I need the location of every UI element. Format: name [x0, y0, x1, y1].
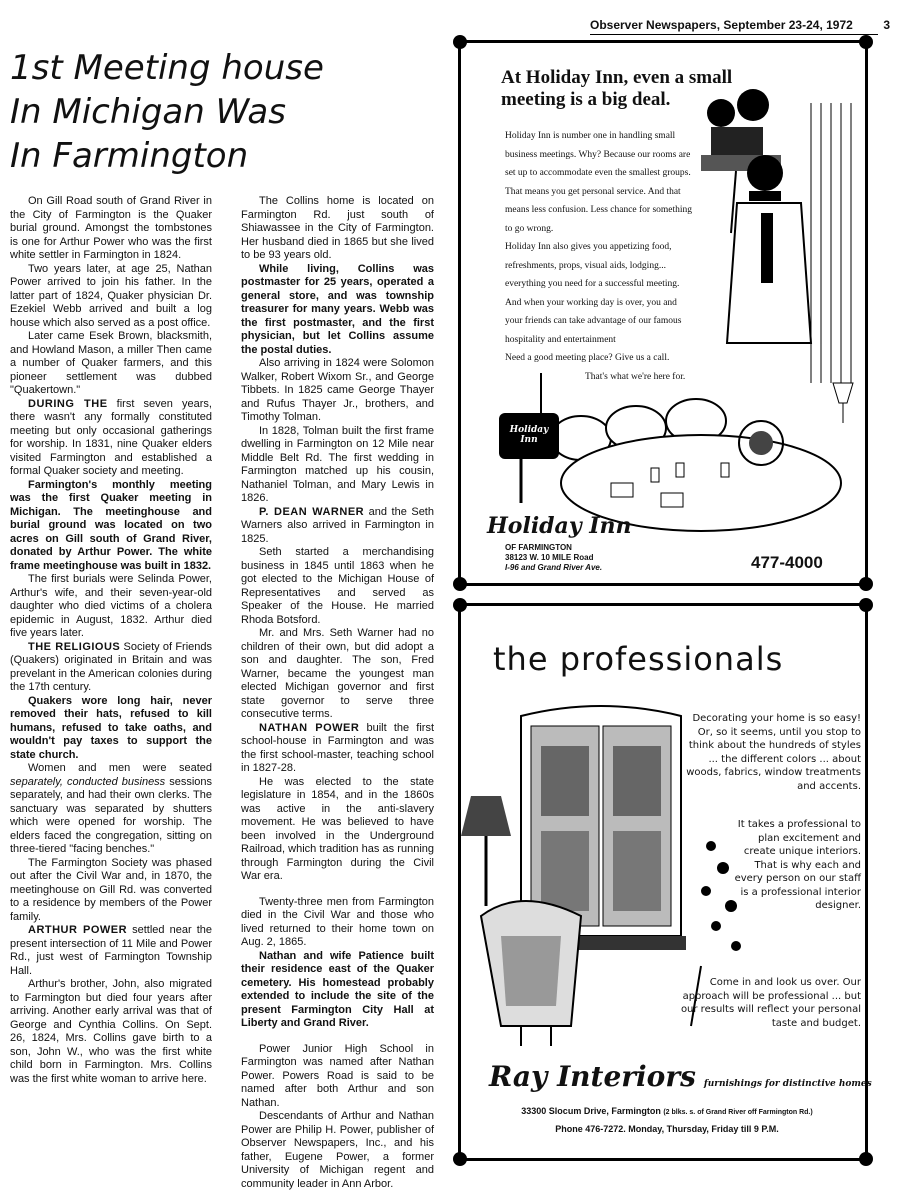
- paragraph: [10, 641, 212, 695]
- ad-address: [497, 1103, 837, 1137]
- ray-interiors-ad: [458, 603, 872, 1161]
- ad-address-line: [497, 1103, 837, 1121]
- paragraph-text: Women and men were seated: [28, 762, 212, 774]
- ad-directions: I-96 and Grand River Ave.: [505, 563, 603, 572]
- ad-paragraph: That's what we're here for.: [585, 371, 686, 382]
- ad-location: OF FARMINGTON: [505, 543, 572, 552]
- paragraph: Power Junior High School in Farmington was named after Nathan Power. Powers Road is said to be named after both Arthur and son Nathan.: [241, 1042, 434, 1109]
- paragraph-text: first seven years, there wasn't any formally constituted meeting but only occasional gatherings for worship. In 1831, nine Quaker elders visited Farmington and established a formal Quaker society and meeting.: [10, 397, 212, 477]
- ray-interiors-logo: [489, 1060, 872, 1093]
- paragraph: [10, 398, 212, 479]
- company-tagline: furnishings for distinctive homes: [703, 1079, 872, 1089]
- paragraph: [10, 695, 212, 763]
- paragraph-bold: Farmington's monthly meeting was the first Quaker meeting in Michigan. The meetinghouse and burial ground was located on two acres on Gill south of Grand River, donated by Arthur Power. The white frame meetinghouse was built in 1832.: [10, 478, 212, 572]
- page-number: 3: [883, 18, 890, 32]
- paragraph-text: settled near the present intersection of 11 Mile and Power Rd., just west of Farmington Township Hall.: [10, 924, 212, 977]
- paragraph: [241, 506, 434, 547]
- company-name: Ray Interiors: [489, 1060, 696, 1093]
- paragraph: Also arriving in 1824 were Solomon Walker, Robert Wixom Sr., and George Tibbets. In 1825 came George Thayer and Rufus Thayer Jr., brothers, and Timothy Tolman.: [241, 357, 434, 423]
- holiday-inn-ad: [458, 40, 868, 586]
- ad-paragraph: Holiday Inn is number one in handling small business meetings. Why? Because our rooms are set up to accommodate even the smallest groups. That means you get personal service. And that means less confusion. Less chance for something to go wrong.: [505, 131, 693, 234]
- paragraph: The Collins home is located on Farmington Rd. just south of Shiawassee in the City of Farmington. Her husband died in 1865 but she lived to be 93 years old.: [241, 195, 434, 261]
- paragraph: On Gill Road south of Grand River in the City of Farmington is the Quaker burial ground. Amongst the tombstones is one for Arthur Power who was the first white settler in Farmington in 1824.: [10, 195, 212, 261]
- paragraph-text: sessions separately, and had their own clerks. The sanctuary was separated by shutters which were opened for worship. The elders faced the congregation, sitting on three-tiered "facing benches.": [10, 775, 212, 855]
- paragraph: [10, 479, 212, 574]
- lead-in: THE RELIGIOUS: [28, 640, 121, 653]
- paragraph: He was elected to the state legislature in 1854, and in the 1860s was active in the anti-slavery movement. He was believed to have been involved in the Underground Railroad, which tradition has as running through Farmington during the Civil War era.: [241, 775, 434, 882]
- lead-in: DURING THE: [28, 397, 108, 410]
- paragraph-bold: Quakers wore long hair, never removed their hats, refused to kill humans, refused to take oaths, and wouldn't pay taxes to support the state church.: [10, 694, 212, 761]
- ad-copy-1: Decorating your home is so easy! Or, so it seems, until you stop to think about the hundreds of styles ... the different colors ... about woods, fabrics, window treatments and accents.: [686, 713, 861, 792]
- paper-date: Observer Newspapers, September 23-24, 1972: [590, 18, 853, 32]
- lead-in: P. DEAN WARNER: [259, 505, 365, 518]
- ad-street: 33300 Slocum Drive, Farmington: [521, 1106, 661, 1116]
- ad-phone: Phone 476-7272. Monday, Thursday, Friday till 9 P.M.: [555, 1124, 779, 1134]
- ad-copy-3: Come in and look us over. Our approach will be professional ... but our results will reflect your personal taste and budget.: [680, 977, 861, 1029]
- paragraph: Later came Esek Brown, blacksmith, and Howland Mason, a miller Then came a number of Quaker farmers, and this pioneer settlement was dubbed "Quakertown.": [10, 330, 212, 396]
- ad-title: the professionals: [493, 640, 784, 678]
- ad-street: 38123 W. 10 MILE Road: [505, 553, 594, 562]
- ad-paragraph: Need a good meeting place? Give us a call.: [505, 353, 670, 363]
- paragraph: [241, 950, 434, 1031]
- masthead: [590, 18, 890, 32]
- ad-copy-2: It takes a professional to plan excitement and create unique interiors. That is why each and every person on our staff is a professional interior designer.: [734, 819, 861, 911]
- paragraph: Arthur's brother, John, also migrated to Farmington but died four years after arriving. Another early arrival was that of George and Cynthia Collins. On Sept. 26, 1824, Mrs. Collins gave birth to a son, John W., who was the first white child born in Farmington. Mrs. Collins was the first white woman to arrive here.: [10, 978, 212, 1085]
- ad-paragraph: Holiday Inn also gives you appetizing food, refreshments, props, visual aids, lodging... everything you need for a successful meeting.: [505, 242, 680, 289]
- paragraph-text: built the first school-house in Farmington and was the first school-master, teaching school in 1827-28.: [241, 721, 435, 774]
- headline-line-1: 1st Meeting house: [10, 48, 324, 88]
- paragraph: Descendants of Arthur and Nathan Power are Philip H. Power, publisher of Observer Newspapers, Inc., and his father, Eugene Power, a former University of Michigan regent and community leader in Ann Arbor.: [241, 1110, 434, 1190]
- paragraph: Mr. and Mrs. Seth Warner had no children of their own, but did adopt a son and daughter. The son, Fred Warner, became the youngest man elected Michigan governor and first state governor to serve three consecutive terms.: [241, 627, 434, 720]
- paragraph: The Farmington Society was phased out after the Civil War and, in 1870, the meetinghouse on Gill Rd. was converted to a residence by members of the Power family.: [10, 856, 212, 923]
- ad-address-note: (2 blks. s. of Grand River off Farmington Rd.): [663, 1109, 813, 1116]
- article-column-1: [10, 195, 212, 1086]
- ad-phone: 477-4000: [751, 553, 823, 572]
- paragraph: [10, 924, 212, 978]
- paragraph: Seth started a merchandising business in 1845 until 1863 when he got elected to the Michigan House of Representatives and served as Speaker of the House. He married Rhoda Botsford.: [241, 546, 434, 626]
- article-headline: [10, 46, 440, 178]
- paragraph-bold: Nathan and wife Patience built their residence east of the Quaker cemetery. His homestead probably extended to include the site of the present Farmington City Hall at Liberty and Grand River.: [241, 949, 434, 1029]
- paragraph-italic: separately, conducted business: [10, 775, 166, 788]
- article-column-2: [241, 195, 434, 1191]
- paragraph: The first burials were Selinda Power, Arthur's wife, and their seven-year-old daughter who died victims of a cholera epidemic in August, 1832. Arthur died five years later.: [10, 573, 212, 639]
- ad-address: [505, 543, 602, 573]
- paragraph: Two years later, at age 25, Nathan Power arrived to join his father. In the latter part of 1824, Quaker physician Dr. Ezekiel Webb arrived and built a log house which also served as a post office.: [10, 262, 212, 329]
- meeting-illustration: [461, 43, 865, 583]
- paragraph: [10, 762, 212, 857]
- ad-title: At Holiday Inn, even a small meeting is a big deal.: [501, 67, 733, 110]
- paragraph: [241, 263, 434, 358]
- headline-line-2: In Michigan Was: [10, 92, 286, 132]
- paragraph: In 1828, Tolman built the first frame dwelling in Farmington on 12 Mile near Middle Belt Rd. The first wedding in Farmington matched up his cousin, Nathaniel Tolman, and Mary Lewis in 1826.: [241, 424, 434, 504]
- lead-in: NATHAN POWER: [259, 721, 360, 734]
- holiday-sign-text: Holiday Inn: [509, 425, 549, 445]
- paragraph-bold: While living, Collins was postmaster for 25 years, operated a general store, and was township treasurer for many years. Webb was the first postmaster, and the first physician, but let Collins assume the postal duties.: [241, 262, 434, 356]
- paragraph: [241, 722, 434, 776]
- ad-paragraph: And when your working day is over, you and your friends can take advantage of our famous hospitality and entertainment: [505, 297, 682, 345]
- paragraph-text: and the Seth Warners also arrived in Farmington in 1825.: [241, 505, 434, 545]
- masthead-rule: [590, 34, 878, 35]
- lead-in: ARTHUR POWER: [28, 924, 128, 936]
- paragraph-text: Society of Friends (Quakers) originated in Britain and was prevelant in the American colonies during the 17th century.: [10, 640, 213, 693]
- headline-line-3: In Farmington: [10, 136, 249, 176]
- paragraph: Twenty-three men from Farmington died in the Civil War and those who lived returned to their home town on Aug. 2, 1865.: [241, 895, 434, 948]
- holiday-inn-logo: Holiday Inn: [487, 513, 632, 539]
